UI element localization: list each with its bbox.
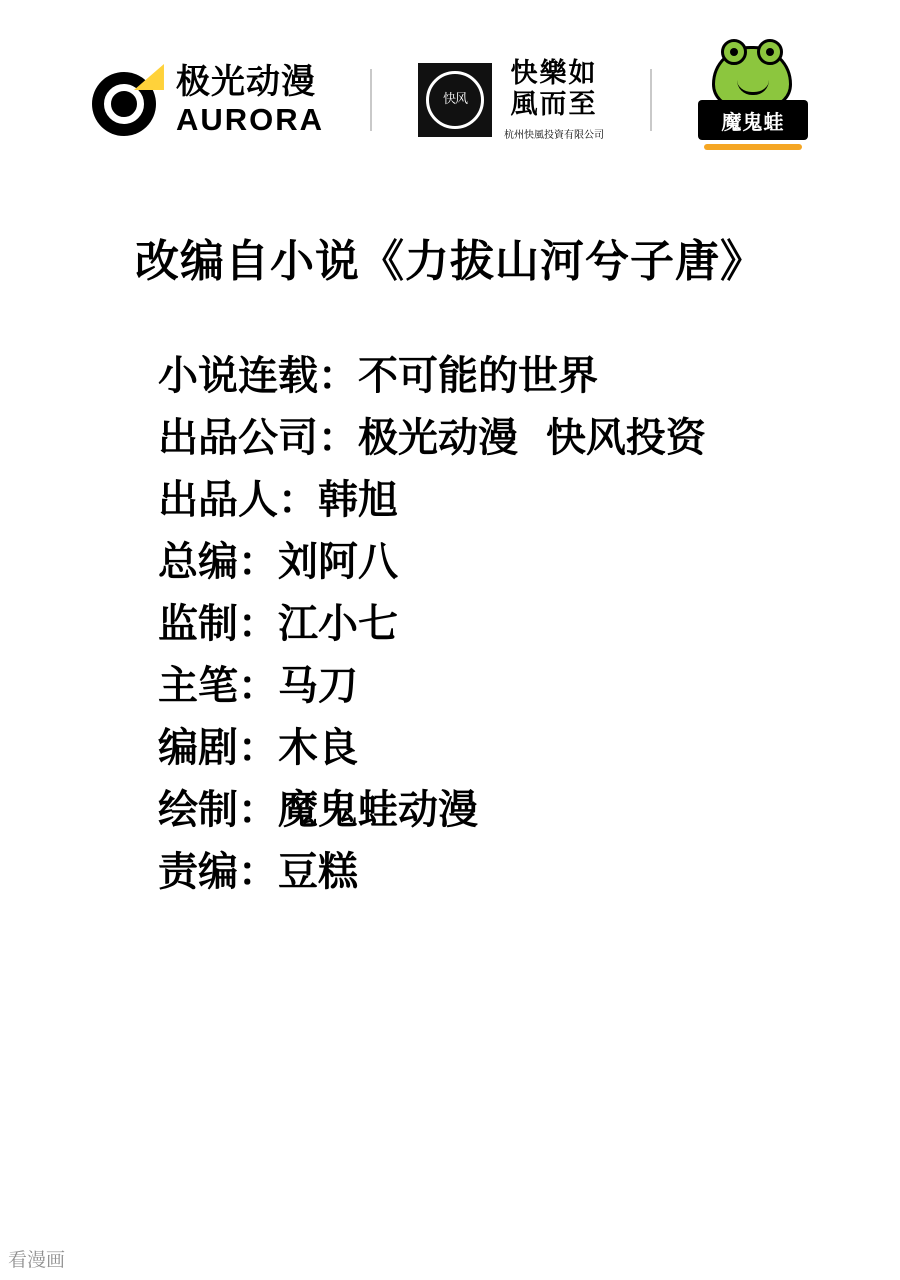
credit-value: 韩旭 [318,477,398,523]
credit-label: 主笔： [158,663,278,709]
credit-value: 刘阿八 [278,539,398,585]
credit-row [158,841,858,903]
credit-label: 绘制： [158,787,278,833]
frog-head-icon [712,46,792,108]
kuaifeng-slogan-line1: 快樂如 [510,58,598,90]
credit-value: 极光动漫 快风投资 [358,415,706,461]
publisher-logo-bar [0,40,900,160]
seal-icon [418,63,492,137]
frog-name-band [698,100,808,140]
credit-row [158,717,858,779]
credit-value: 豆糕 [278,849,358,895]
credit-label: 小说连载： [158,353,358,399]
credit-label: 监制： [158,601,278,647]
credit-label: 总编： [158,539,278,585]
credit-label: 出品人： [158,477,318,523]
credit-value: 马刀 [278,663,358,709]
frog-underline-accent [704,144,802,150]
page-title: 改编自小说《力拔山河兮子唐》 [135,236,765,287]
credit-value: 不可能的世界 [358,353,598,399]
aurora-logo [92,40,324,160]
seal-text: 快风 [426,71,484,129]
credit-label: 出品公司： [158,415,358,461]
credit-row [158,345,858,407]
aurora-name-cn: 极光动漫 [175,62,316,102]
logo-divider-2 [650,69,652,131]
frog-mouth-icon [737,80,769,95]
credit-label: 编剧： [158,725,278,771]
kuaifeng-slogan-line2: 風而至 [510,88,598,120]
credit-value: 木良 [278,725,358,771]
credit-value: 魔鬼蛙动漫 [278,787,478,833]
credit-row [158,593,858,655]
frog-studio-name: 魔鬼蛙 [721,109,785,134]
credit-row [158,469,858,531]
aurora-circle-icon [92,64,164,136]
aurora-name-en: AURORA [175,102,325,137]
logo-divider-1 [370,69,372,131]
frog-eye-left-icon [721,39,747,65]
credit-row [158,407,858,469]
credit-row [158,531,858,593]
credit-row [158,779,858,841]
kuaifeng-logo [418,40,604,160]
credits-list [158,345,858,903]
site-watermark: 看漫画 [8,1249,66,1271]
credit-label: 责编： [158,849,278,895]
frog-eye-right-icon [757,39,783,65]
credit-row [158,655,858,717]
frog-studio-logo [698,40,808,160]
credit-value: 江小七 [278,601,398,647]
kuaifeng-company-name: 杭州快風投資有限公司 [504,129,605,141]
